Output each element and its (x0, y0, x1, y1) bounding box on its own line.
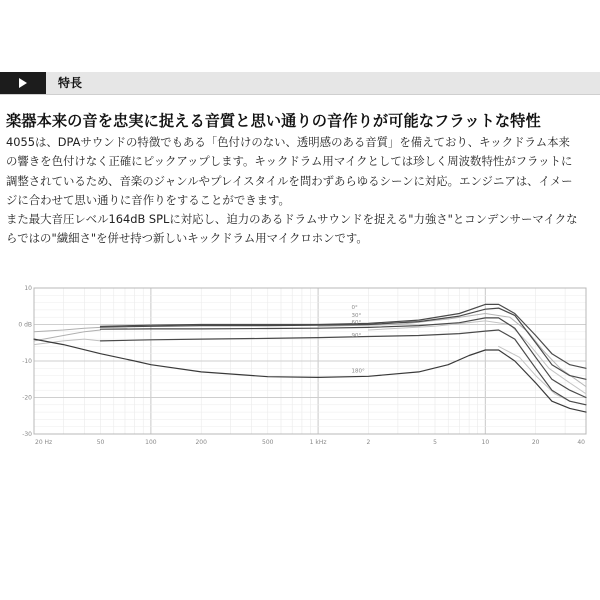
x-tick-label: 20 (531, 439, 540, 446)
curve-label: 60° (351, 319, 362, 326)
curve-label: 30° (351, 312, 362, 319)
curve-label: 0° (351, 305, 358, 312)
description-line: ジに合わせて思い通りに音作りをすることができます。 (6, 192, 290, 207)
y-tick-label: -30 (22, 431, 32, 438)
x-tick-label: 40 (577, 439, 585, 446)
description-line: の響きを色付けなく正確にピックアップします。キックドラム用マイクとしては珍しく周波数特性がフラットに (6, 154, 573, 169)
description-line: 4055は、DPAサウンドの特徴でもある「色付けのない、透明感のある音質」を備えており、キックドラム本来 (6, 135, 570, 149)
feature-description (6, 133, 596, 249)
x-tick-label: 20 Hz (35, 439, 53, 446)
play-arrow-icon (0, 72, 46, 94)
description-line: 調整されているため、音楽のジャンルやプレイスタイルを問わずあらゆるシーンに対応。エンジニアは、イメー (6, 173, 573, 188)
description-line: らではの"繊細さ"を併せ持つ新しいキックドラム用マイクロホンです。 (6, 231, 368, 246)
x-tick-label: 2 (366, 439, 371, 446)
x-tick-label: 100 (145, 439, 157, 446)
frequency-response-chart (0, 282, 600, 452)
series-line (101, 304, 587, 368)
x-tick-label: 5 (433, 439, 437, 446)
curve-label: 180° (351, 368, 365, 375)
series-line (101, 308, 587, 379)
y-tick-label: 10 (24, 285, 32, 292)
feature-headline: 楽器本来の音を忠実に捉える音質と思い通りの音作りが可能なフラットな特性 (6, 112, 541, 130)
y-tick-label: -20 (22, 394, 32, 402)
x-tick-label: 500 (262, 439, 274, 446)
x-tick-label: 200 (195, 439, 207, 446)
x-tick-label: 50 (96, 439, 105, 446)
x-tick-label: 10 (481, 439, 490, 446)
series-line-secondary (34, 339, 101, 345)
description-line: また最大音圧レベル164dB SPLに対応し、迫力のあるドラムサウンドを捉える"力強さ"とコンデンサーマイクな (6, 212, 578, 227)
y-tick-label: 0 dB (18, 321, 32, 329)
section-title: 特長 (58, 76, 83, 90)
series-line (101, 318, 587, 398)
curve-label: 90° (351, 332, 362, 339)
y-tick-label: -10 (22, 358, 32, 365)
x-tick-label: 1 kHz (309, 439, 327, 446)
section-header (0, 72, 600, 95)
